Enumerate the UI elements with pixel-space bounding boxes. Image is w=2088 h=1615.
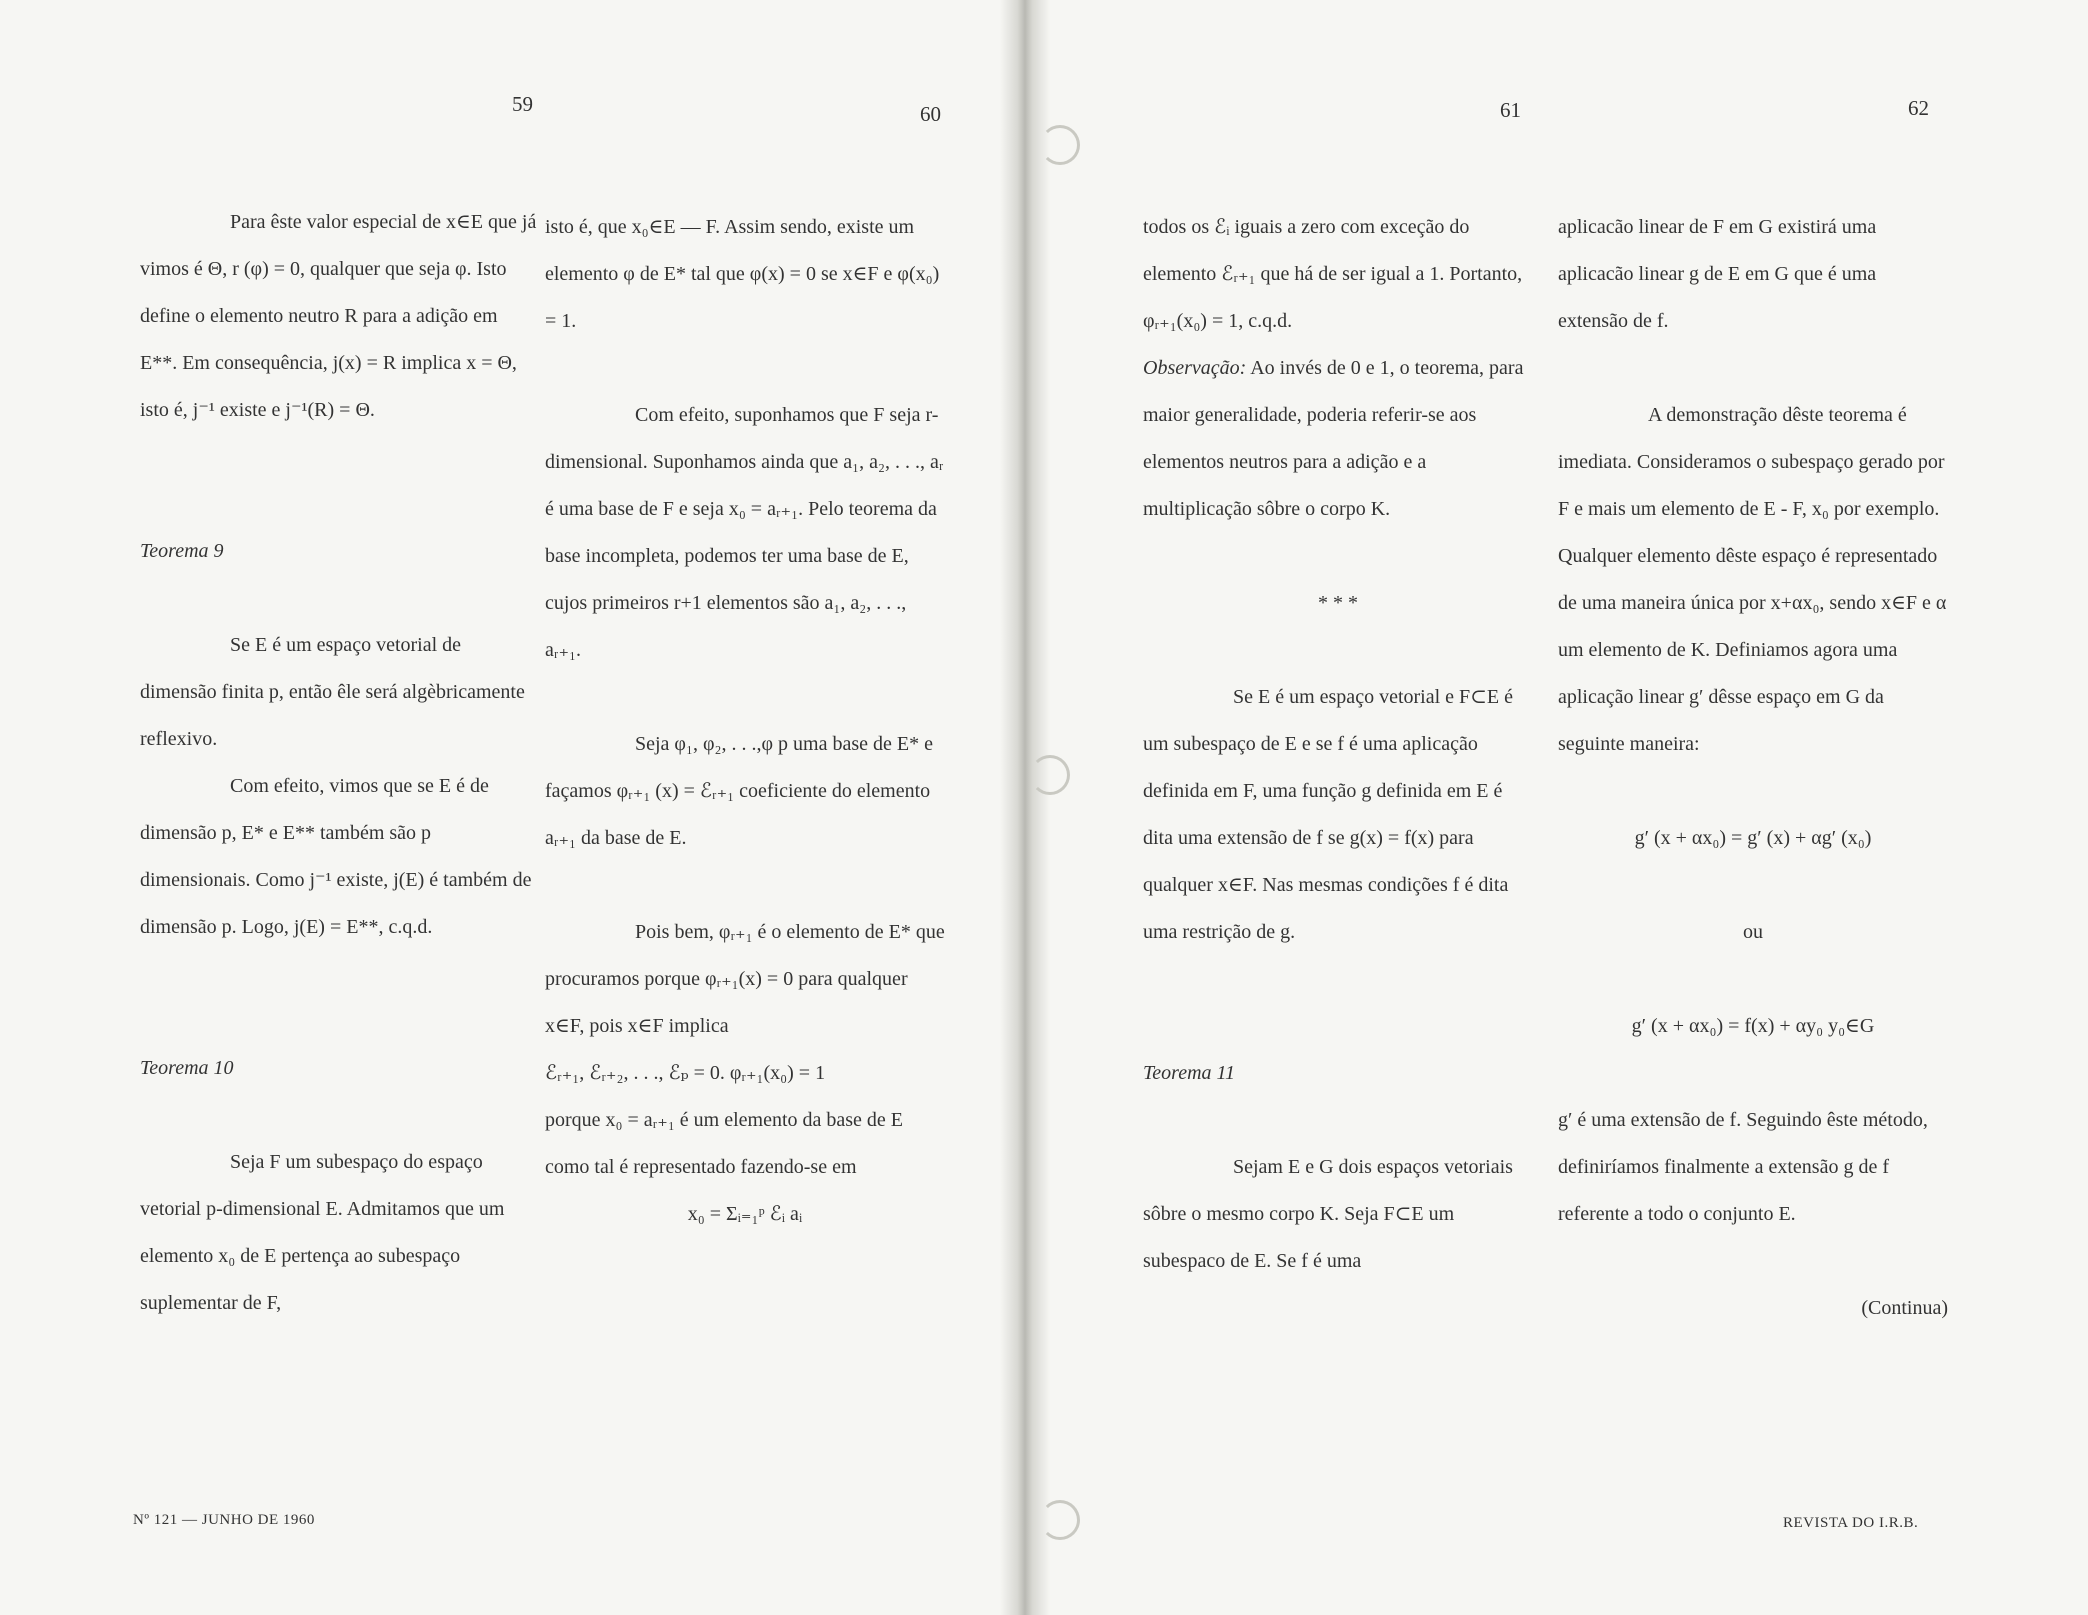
paragraph: todos os ℰᵢ iguais a zero com exceção do elemento ℰᵣ₊₁ que há de ser igual a 1. Portanto, φᵣ₊₁(x₀) = 1, c.q.d.	[1143, 216, 1523, 332]
equation: g′ (x + αx₀) = f(x) + αy₀ y₀∈G	[1631, 1015, 1875, 1037]
observation	[1143, 345, 1533, 533]
observation-text: Ao invés de 0 e 1, o teorema, para maior generalidade, poderia referir-se aos elementos neutros para a adição e a multiplicação sôbre o corpo K.	[1143, 357, 1524, 520]
book-gutter	[1000, 0, 1050, 1615]
theorem-heading: Teorema 10	[140, 1057, 234, 1079]
equation: ℰᵣ₊₁, ℰᵣ₊₂, . . ., ℰₚ = 0. φᵣ₊₁(x₀) = 1	[545, 1062, 826, 1084]
conjunction: ou	[1743, 921, 1763, 943]
binding-ring-icon	[1030, 755, 1070, 795]
paragraph: g′ é uma extensão de f. Seguindo êste método, definiríamos finalmente a extensão g de f referente a todo o conjunto E.	[1558, 1109, 1928, 1225]
paragraph: Seja φ₁, φ₂, . . .,φ p uma base de E* e façamos φᵣ₊₁ (x) = ℰᵣ₊₁ coeficiente do elemento aᵣ₊₁ da base de E.	[545, 733, 933, 849]
paragraph: Se E é um espaço vetorial e F⊂E é um subespaço de E e se f é uma aplicação definida em F, uma função g definida em E é dita uma extensão de f se g(x) = f(x) para qualquer x∈F. Nas mesmas condições f é dita uma restrição de g.	[1143, 686, 1513, 943]
page-59-column	[140, 199, 538, 1327]
paragraph: isto é, que x₀∈E — F. Assim sendo, existe um elemento φ de E* tal que φ(x) = 0 se x∈F e φ(x₀) = 1.	[545, 216, 940, 332]
paragraph: Para êste valor especial de x∈E que já vimos é Θ, r (φ) = 0, qualquer que seja φ. Isto define o elemento neutro R para a adição em E**. Em consequência, j(x) = R implica x = Θ, isto é, j⁻¹ existe e j⁻¹(R) = Θ.	[140, 211, 537, 421]
equation: x₀ = Σᵢ₌₁ᵖ ℰᵢ aᵢ	[687, 1203, 803, 1225]
paragraph: porque x₀ = aᵣ₊₁ é um elemento da base de E como tal é representado fazendo-se em	[545, 1109, 904, 1178]
page-number-61: 61	[1500, 98, 1521, 122]
paragraph: Com efeito, suponhamos que F seja r-dimensional. Suponhamos ainda que a₁, a₂, . . ., aᵣ é uma base de F e seja x₀ = aᵣ₊₁. Pelo teorema da base incompleta, podemos ter uma base de E, cujos primeiros r+1 elementos são a₁, a₂, . . ., aᵣ₊₁.	[545, 404, 944, 661]
binding-ring-icon	[1040, 125, 1080, 165]
section-separator: * * *	[1318, 592, 1358, 614]
page-number-59: 59	[512, 92, 533, 116]
paragraph: Se E é um espaço vetorial de dimensão finita p, então êle será algèbricamente reflexivo.	[140, 634, 525, 750]
paragraph: Com efeito, vimos que se E é de dimensão p, E* e E** também são p dimensionais. Como j⁻¹ existe, j(E) é também de dimensão p. Logo, j(E) = E**, c.q.d.	[140, 775, 532, 938]
paragraph: Pois bem, φᵣ₊₁ é o elemento de E* que procuramos porque φᵣ₊₁(x) = 0 para qualquer x∈F, pois x∈F implica	[545, 921, 945, 1037]
page-number-62: 62	[1908, 96, 1929, 120]
paragraph: Sejam E e G dois espaços vetoriais sôbre o mesmo corpo K. Seja F⊂E um subespaco de E. Se f é uma	[1143, 1156, 1513, 1272]
observation-label: Observação:	[1143, 357, 1247, 379]
theorem-heading: Teorema 9	[140, 540, 224, 562]
paragraph: Seja F um subespaço do espaço vetorial p-dimensional E. Admitamos que um elemento x₀ de E pertença ao subespaço suplementar de F,	[140, 1151, 505, 1314]
theorem-heading: Teorema 11	[1143, 1062, 1236, 1084]
page-61-column	[1143, 204, 1533, 1285]
paragraph: aplicacão linear de F em G existirá uma aplicacão linear g de E em G que é uma extensão de f.	[1558, 216, 1877, 332]
paragraph: A demonstração dêste teorema é imediata. Consideramos o subespaço gerado por F e mais um elemento de E - F, x₀ por exemplo. Qualquer elemento dêste espaço é representado de uma maneira única por x+αx₀, sendo x∈F e α um elemento de K. Definiamos agora uma aplicação linear g′ dêsse espaço em G da seguinte maneira:	[1558, 404, 1947, 755]
continued-note: (Continua)	[1861, 1297, 1948, 1319]
footer-journal-name: REVISTA DO I.R.B.	[1783, 1515, 1919, 1531]
binding-ring-icon	[1040, 1500, 1080, 1540]
page-62-column	[1558, 204, 1948, 1332]
equation: g′ (x + αx₀) = g′ (x) + αg′ (x₀)	[1634, 827, 1872, 849]
footer-issue-date: Nº 121 — JUNHO DE 1960	[133, 1512, 315, 1528]
page-number-60: 60	[920, 102, 941, 126]
page-60-column	[545, 204, 945, 1238]
